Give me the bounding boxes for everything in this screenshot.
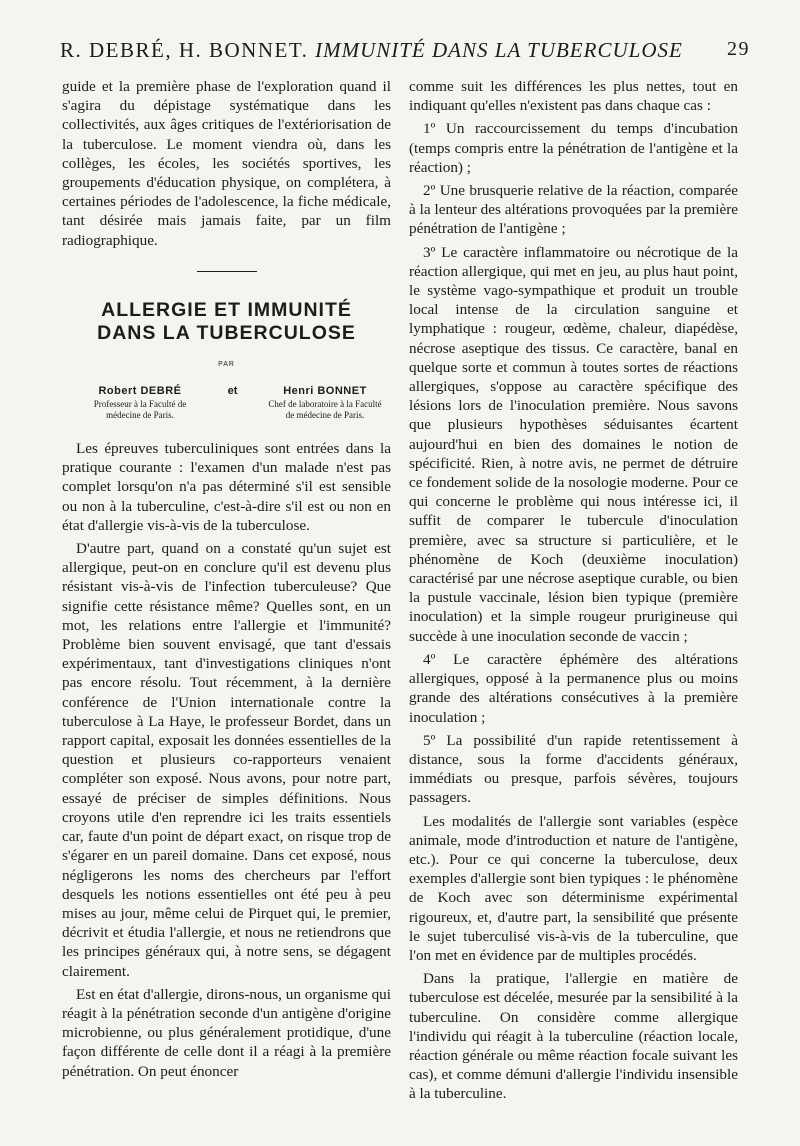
list-item-2: 2º Une brusquerie relative de la réaction, comparée à la lenteur des altérations provoquées par la première pénétration de l'antigène ; [409, 182, 738, 238]
author-affiliation: Professeur à la Faculté de médecine de Paris. [93, 399, 187, 421]
page-number: 29 [727, 38, 750, 60]
body-paragraph: Les épreuves tuberculiniques sont entrées dans la pratique courante : l'examen d'un malade n'est pas complet lorsqu'on n'a pas déterminé s'il est sensible ou non à la tuberculine, c'est-à-dire s'il est ou non en état d'allergie vis-à-vis de la tuberculose. [62, 440, 391, 534]
body-paragraph: Est en état d'allergie, dirons-nous, un organisme qui réagit à la pénétration seconde d'un antigène d'origine microbienne, ou plus généralement protidique, d'une façon différente de celle dont il a réagi à la première pénétration. On peut énoncer [62, 985, 391, 1080]
author-bonnet [265, 384, 385, 421]
left-column [62, 77, 391, 1081]
body-paragraph: D'autre part, quand on a constaté qu'un sujet est allergique, peut-on en conclure qu'il est devenu plus résistant vis-à-vis de l'infection tuberculeuse? Que signifie cette résistance même? Quelles sont, en un mot, les relations entre l'allergie et l'immunité? Problème bien souvent envisagé, que tant d'essais expérimentaux, tant d'investigations cliniques n'ont pas encore résolu. Tout récemment, à la dernière conférence de l'Union internationale contre la tuberculose à La Haye, le professeur Bordet, dans un rapport capital, exposait les données essentielles de la question et plusieurs co-rapporteurs venaient compléter son exposé. Nous avons, pour notre part, essayé de préciser de simples définitions. Nous croyons utile d'en reprendre ici les traits essentiels car, faute d'un point de départ exact, on risque trop de s'égarer en un pareil domaine. Dans cet exposé, nous négligerons les noms des chercheurs par l'effort desquels les notions essentielles ont été peu à peu mises au jour, même celui de Pirquet qui, le premier, décrivit et étudia l'allergie, et nous ne retiendrons que les principes généraux qui, à notre sens, se dégagent clairement. [62, 540, 391, 980]
body-paragraph: Dans la pratique, l'allergie en matière de tuberculose est décelée, mesurée par la sensibilité à la tuberculine. On considère comme allergique l'individu qui réagit à la tuberculine (réaction locale, réaction générale ou même réaction focale suivant les cas), et comme démuni d'allergie l'individu insensible à la tuberculine. [409, 970, 738, 1103]
continued-paragraph: guide et la première phase de l'exploration quand il s'agira du dépistage systématique dans les collectivités, aux âges critiques de l'extériorisation de la tuberculose. Le moment viendra où, dans les collèges, les écoles, les sociétés sportives, les groupements d'éducation physique, on complétera, à certaines périodes de l'adolescence, la fiche médicale, tant désirée mais jamais faite, par un film radiographique. [62, 78, 391, 249]
author-name: Robert DEBRÉ [98, 385, 182, 398]
article-title-line-1: ALLERGIE ET IMMUNITÉ [101, 298, 352, 321]
list-item-1: 1º Un raccourcissement du temps d'incubation (temps compris entre la pénétration de l'antigène et la réaction) ; [409, 120, 738, 176]
list-item-4: 4º Le caractère éphémère des altérations allergiques, opposé à la permanence plus ou moins grande des altérations consécutives à la première inoculation ; [409, 650, 738, 726]
running-head [60, 38, 750, 70]
list-item-5: 5º La possibilité d'un rapide retentissement à distance, sous la forme d'accidents généraux, immédiats ou presque, parfois sévères, toujours passagers. [409, 731, 738, 807]
running-head-title: IMMUNITÉ DANS LA TUBERCULOSE [315, 38, 683, 62]
author-debre [80, 384, 200, 421]
right-column [409, 77, 738, 1104]
body-paragraph: comme suit les différences les plus nettes, tout en indiquant qu'elles n'existent pas dans chaque cas : [409, 78, 738, 115]
author-affiliation: Chef de laboratoire à la Faculté de médecine de Paris. [268, 399, 382, 421]
author-conjunction: et [227, 385, 238, 398]
article-body-start [62, 439, 391, 1081]
article-title-line-2: DANS LA TUBERCULOSE [97, 321, 356, 344]
list-item-3: 3º Le caractère inflammatoire ou nécrotique de la réaction allergique, qui met en jeu, au plus haut point, le système vago-sympathique et produit un trouble local intense de la circulation sanguine et lymphatique : rougeur, œdème, chaleur, diapédèse, nécrose aseptique des tissus. Ce caractère, banal en quelque sorte et commun à toutes sortes de réactions allergiques, s'oppose au caractère spécifique des lésions lors de l'inoculation première. Nous savons que plusieurs hypothèses séduisantes écartent aujourd'hui en bien des domaines le notion de spécificité. Rien, à notre avis, ne permet de détruire ce fondement solide de la nosologie moderne. Pour ce qui concerne le problème qui nous intéresse ici, il suffit de comparer le tubercule d'inoculation première, avec sa structure si particulière, et le phénomène de Koch (deuxième inoculation) caractérisé par une nécrose aseptique curable, ou bien la pustule vaccinale, lésion bien typique (première inoculation) et la simple rougeur prurigineuse qui succède à une inoculation seconde de vaccin ; [409, 243, 738, 645]
article-title [62, 299, 391, 345]
running-head-authors: R. DEBRÉ, H. BONNET. [60, 38, 309, 62]
by-line: PAR [218, 360, 235, 368]
body-paragraph: Les modalités de l'allergie sont variables (espèce animale, mode d'introduction et nature de l'antigène, etc.). Pour ce qui concerne la tuberculose, deux exemples d'allergie sont bien typiques : le phénomène de Koch avec son déterminisme expérimental rigoureux, et, d'autre part, la sensibilité que présente le sujet tuberculisé vis-à-vis de la tuberculine, que l'on met en évidence par de multiples procédés. [409, 812, 738, 964]
section-divider [197, 271, 257, 272]
author-name: Henri BONNET [283, 385, 367, 398]
author-block [62, 384, 391, 421]
